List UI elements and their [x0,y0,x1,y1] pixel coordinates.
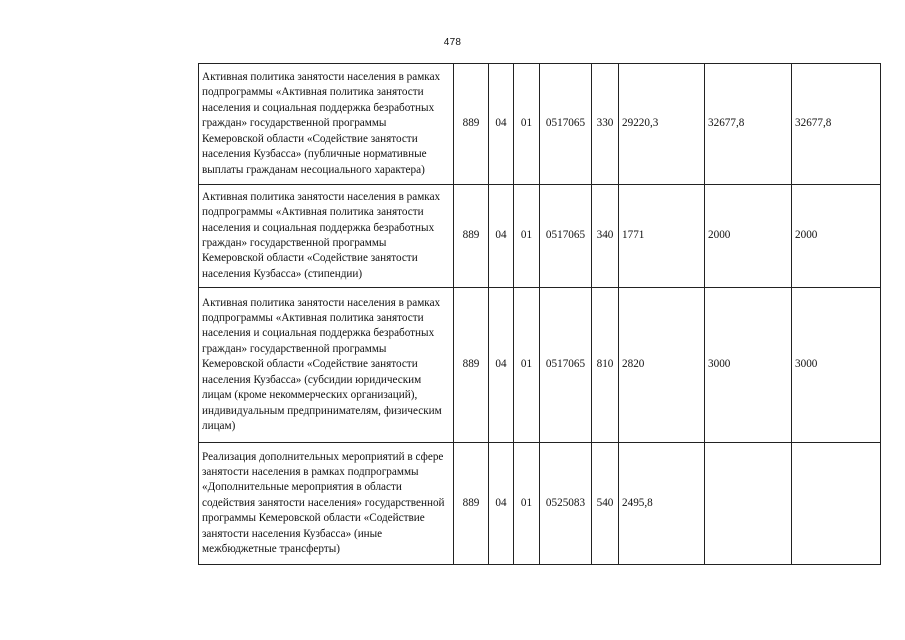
amount-year-1: 2820 [619,288,705,443]
target-article-code: 0517065 [540,64,592,185]
section-code: 04 [489,443,514,565]
row-description: Активная политика занятости населения в рамках подпрограммы «Активная политика занятости населения и социальная поддержка безработных граждан» государственной программы Кемеровской области «Содействие занятости населения Кузбасса» (публичные нормативные выплаты гражданам несоциального характера) [199,64,454,185]
budget-table [198,63,881,565]
page-number: 478 [443,37,462,48]
row-description: Реализация дополнительных мероприятий в сфере занятости населения в рамках подпрограммы «Дополнительные мероприятия в области содействия занятости населения» государственной программы Кемеровской области «Содействие занятости населения Кузбасса» (иные межбюджетные трансферты) [199,443,454,565]
amount-year-2 [705,443,792,565]
table-row [199,185,881,288]
amount-year-3: 32677,8 [792,64,881,185]
amount-year-1: 2495,8 [619,443,705,565]
section-code: 04 [489,288,514,443]
section-code: 04 [489,185,514,288]
ministry-code: 889 [454,288,489,443]
section-code: 04 [489,64,514,185]
ministry-code: 889 [454,443,489,565]
amount-year-1: 29220,3 [619,64,705,185]
amount-year-1: 1771 [619,185,705,288]
subsection-code: 01 [514,64,540,185]
subsection-code: 01 [514,288,540,443]
amount-year-2: 2000 [705,185,792,288]
table-row [199,443,881,565]
amount-year-3: 3000 [792,288,881,443]
target-article-code: 0525083 [540,443,592,565]
target-article-code: 0517065 [540,288,592,443]
table-row [199,288,881,443]
expense-type-code: 810 [592,288,619,443]
row-description: Активная политика занятости населения в рамках подпрограммы «Активная политика занятости населения и социальная поддержка безработных граждан» государственной программы Кемеровской области «Содействие занятости населения Кузбасса» (субсидии юридическим лицам (кроме некоммерческих организаций), индивидуальным предпринимателям, физическим лицам) [199,288,454,443]
amount-year-2: 32677,8 [705,64,792,185]
subsection-code: 01 [514,185,540,288]
table-row [199,64,881,185]
amount-year-3: 2000 [792,185,881,288]
expense-type-code: 340 [592,185,619,288]
expense-type-code: 540 [592,443,619,565]
ministry-code: 889 [454,185,489,288]
target-article-code: 0517065 [540,185,592,288]
amount-year-2: 3000 [705,288,792,443]
amount-year-3 [792,443,881,565]
expense-type-code: 330 [592,64,619,185]
ministry-code: 889 [454,64,489,185]
subsection-code: 01 [514,443,540,565]
row-description: Активная политика занятости населения в рамках подпрограммы «Активная политика занятости населения и социальная поддержка безработных граждан» государственной программы Кемеровской области «Содействие занятости населения Кузбасса» (стипендии) [199,185,454,288]
